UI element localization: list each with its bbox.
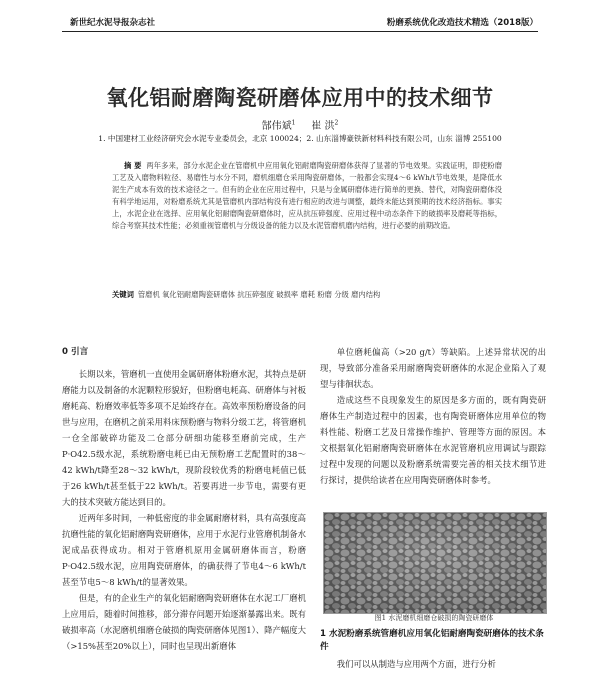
keywords-text: 管磨机 氧化铝耐磨陶瓷研磨体 抗压碎强度 破损率 磨耗 粉磨 分级 磨内结构 — [137, 290, 381, 299]
paragraph: 长期以来，管磨机一直使用金属研磨体粉磨水泥，其特点是研磨能力以及制备的水泥颗粒形貌好，但粉磨电耗高、研磨体与衬板磨耗高、粉磨效率低等多项不足始终存在。高效率预粉磨设备的问世与应用，在磨机之前采用料床预粉磨与物料分级工艺，将管磨机一仓全部破碎功能及二仓部分研细功能移至磨前完成，生产P·O42.5级水泥，系统粉磨电耗已由无预粉磨工艺配置时的38～42 kWh/t降至28～32 kWh/t，现阶段较优秀的粉磨电耗值已低于26 kWh/t甚至低于22 kWh/t。若要再进一步节电，需要有更大的技术突破方能达到目的。 — [62, 369, 306, 507]
figure-1-photo — [323, 512, 547, 614]
section-heading-intro: 0 引言 — [62, 347, 89, 357]
author-1: 郜伟斌 — [261, 121, 292, 132]
affiliation: 1. 中国建材工业经济研究会水泥专业委员会，北京 100024；2. 山东淄博豪铁新材料科技有限公司，山东 淄博 255100 — [98, 134, 502, 143]
paragraph: 单位磨耗偏高（>20 g/t）等缺陷。上述异常状况的出现，导致部分准备采用耐磨陶瓷研磨体的水泥企业陷入了观望与徘徊状态。 — [320, 347, 546, 389]
right-column — [320, 344, 546, 488]
abstract — [112, 160, 502, 233]
paragraph: 但是，有的企业生产的氧化铝耐磨陶瓷研磨体在水泥工厂磨机上应用后，随着时间推移，部分滞存问题开始逐渐暴露出来。既有破损率高（水泥磨机细磨仓破损的陶瓷研磨体见图1）、降产幅度大（>15%甚至20%以上），同时也呈现出新磨体 — [62, 593, 307, 651]
keywords-label: 关键词 — [112, 290, 134, 299]
header-right: 粉磨系统优化改造技术精选（2018版） — [386, 18, 538, 28]
left-column — [62, 344, 306, 654]
author-2: 崔 洪 — [311, 121, 335, 132]
authors — [0, 117, 600, 132]
abstract-label: 摘 要 — [124, 161, 142, 170]
author-1-sup: 1 — [291, 119, 296, 127]
paper-title: 氧化铝耐磨陶瓷研磨体应用中的技术细节 — [106, 86, 494, 110]
figure-1-caption: 图1 水泥磨机细磨仓破损的陶瓷研磨体 — [374, 614, 494, 622]
paragraph: 近两年多时间，一种低密度的非金属耐磨材料，具有高强度高抗磨性能的氧化铝耐磨陶瓷研磨体，应用于水泥行业管磨机制备水泥成品获得成功。相对于管磨机原用金属研磨体而言，粉磨P·O42.5级水泥，应用陶瓷研磨体，的确获得了节电4～6 kWh/t甚至节电5～8 kWh/t的显著效果。 — [62, 513, 306, 587]
header-left: 新世纪水泥导报杂志社 — [70, 18, 156, 28]
paragraph: 造成这些不良现象发生的原因是多方面的，既有陶瓷研磨体生产制造过程中的因素，也有陶瓷研磨体应用单位的物料性能、粉磨工艺及日常操作维护、管理等方面的原因。本文根据氧化铝耐磨陶瓷研磨体在水泥管磨机应用调试与跟踪过程中发现的问题以及粉磨系统需要完善的相关技术细节进行探讨，提供给读者在应用陶瓷研磨体时参考。 — [320, 395, 546, 485]
paragraph: 我们可以从制造与应用两个方面，进行分析 — [336, 659, 496, 669]
header-rule — [62, 31, 538, 32]
section-heading-1: 1 水泥粉磨系统管磨机应用氧化铝耐磨陶瓷研磨体的技术条件 — [320, 629, 544, 652]
keywords — [112, 290, 502, 300]
broken-ceramic-media-image — [324, 513, 546, 613]
running-header — [70, 16, 538, 30]
abstract-text: 两年多来，部分水泥企业在管磨机中应用氧化铝耐磨陶瓷研磨体获得了显著的节电效果。实践证明，即使粉磨工艺及入磨物料粒径、易磨性与水分不同，磨机细磨仓采用陶瓷研磨体，一般都会实现4～6 kWh/t节电效果，是降低水泥生产成本有效的技术途径之一。但有的企业在应用过程中，只是与金属研磨体进行简单的更换、替代，对陶瓷研磨体没有科学地运用，对粉磨系统尤其是管磨机内部结构没有进行相应的改进与调整，最终未能达到预期的技术经济指标。事实上，水泥企业在选择、应用氧化铝耐磨陶瓷研磨体时，应从抗压碎强度、应用过程中动态条件下的破损率及磨耗等指标，综合考察其技术性能；必须重视管磨机与分级设备的能力以及水泥管磨机磨内结构，进行必要的前期改造。 — [112, 161, 503, 231]
author-2-sup: 2 — [334, 119, 339, 127]
